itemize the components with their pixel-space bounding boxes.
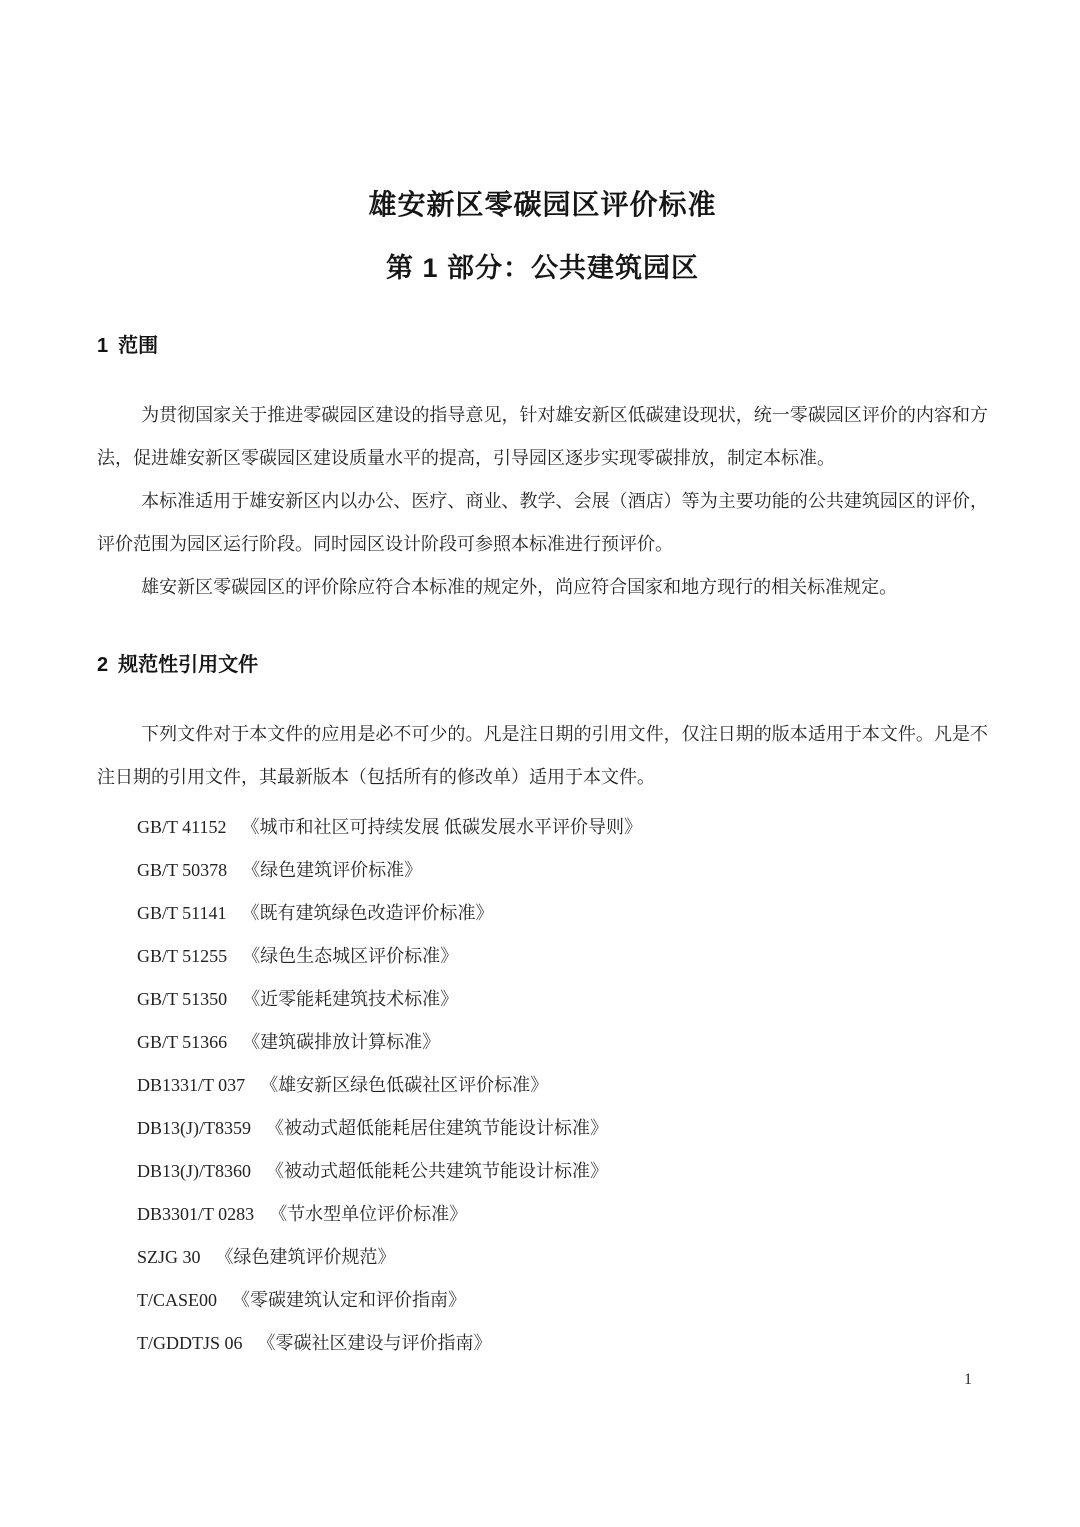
reference-title: 《被动式超低能耗居住建筑节能设计标准》	[266, 1118, 608, 1138]
reference-title: 《近零能耗建筑技术标准》	[242, 989, 459, 1009]
reference-item	[97, 1236, 988, 1279]
reference-title: 《绿色生态城区评价标准》	[242, 946, 459, 966]
reference-code: DB13(J)/T8360	[137, 1161, 251, 1181]
reference-item	[97, 978, 988, 1021]
reference-title: 《绿色建筑评价规范》	[215, 1247, 396, 1267]
references-intro-paragraph: 下列文件对于本文件的应用是必不可少的。凡是注日期的引用文件，仅注日期的版本适用于本文件。凡是不注日期的引用文件，其最新版本（包括所有的修改单）适用于本文件。	[97, 724, 988, 787]
reference-code: GB/T 41152	[137, 817, 227, 837]
section-scope-number: 1	[97, 335, 109, 357]
reference-item	[97, 1279, 988, 1322]
reference-item	[97, 1193, 988, 1236]
reference-code: GB/T 51255	[137, 946, 228, 966]
section-references-body	[97, 713, 988, 799]
reference-code: T/CASE00	[137, 1290, 218, 1310]
reference-title: 《建筑碳排放计算标准》	[242, 1032, 441, 1052]
reference-code: DB1331/T 037	[137, 1075, 246, 1095]
reference-item	[97, 806, 988, 849]
section-scope	[97, 336, 988, 609]
document-title: 雄安新区零碳园区评价标准	[368, 189, 717, 220]
reference-title: 《雄安新区绿色低碳社区评价标准》	[260, 1075, 549, 1095]
section-scope-body	[97, 394, 988, 609]
reference-title: 《零碳社区建设与评价指南》	[257, 1333, 492, 1353]
reference-title: 《城市和社区可持续发展 低碳发展水平评价导则》	[241, 817, 643, 837]
reference-item	[97, 1064, 988, 1107]
reference-list	[97, 806, 988, 1365]
reference-item	[97, 935, 988, 978]
reference-code: GB/T 51350	[137, 989, 228, 1009]
reference-title: 《绿色建筑评价标准》	[242, 860, 423, 880]
section-normative-references	[97, 655, 988, 1365]
reference-code: DB13(J)/T8359	[137, 1118, 251, 1138]
reference-title: 《被动式超低能耗公共建筑节能设计标准》	[266, 1161, 608, 1181]
reference-code: GB/T 51366	[137, 1032, 228, 1052]
reference-item	[97, 1322, 988, 1365]
scope-paragraph-2: 本标准适用于雄安新区内以办公、医疗、商业、教学、会展（酒店）等为主要功能的公共建筑园区的评价，评价范围为园区运行阶段。同时园区设计阶段可参照本标准进行预评价。	[97, 491, 988, 554]
document-subtitle: 第 1 部分：公共建筑园区	[385, 253, 700, 283]
reference-title: 《节水型单位评价标准》	[269, 1204, 468, 1224]
reference-code: GB/T 51141	[137, 903, 227, 923]
reference-title: 《零碳建筑认定和评价指南》	[232, 1290, 467, 1310]
page-number: 1	[964, 1371, 972, 1388]
section-references-number: 2	[97, 654, 109, 676]
reference-item	[97, 1021, 988, 1064]
reference-item	[97, 892, 988, 935]
reference-code: SZJG 30	[137, 1247, 201, 1267]
scope-paragraph-1: 为贯彻国家关于推进零碳园区建设的指导意见，针对雄安新区低碳建设现状，统一零碳园区评价的内容和方法，促进雄安新区零碳园区建设质量水平的提高，引导园区逐步实现零碳排放，制定本标准。	[97, 405, 988, 468]
scope-paragraph-3: 雄安新区零碳园区的评价除应符合本标准的规定外，尚应符合国家和地方现行的相关标准规定。	[141, 577, 898, 597]
reference-code: DB3301/T 0283	[137, 1204, 255, 1224]
reference-title: 《既有建筑绿色改造评价标准》	[241, 903, 494, 923]
section-references-title: 规范性引用文件	[118, 654, 259, 676]
section-scope-heading	[97, 336, 988, 357]
reference-item	[97, 849, 988, 892]
reference-code: T/GDDTJS 06	[137, 1333, 243, 1353]
reference-code: GB/T 50378	[137, 860, 228, 880]
reference-item	[97, 1107, 988, 1150]
section-scope-title: 范围	[118, 335, 159, 357]
reference-item	[97, 1150, 988, 1193]
section-references-heading	[97, 655, 988, 676]
